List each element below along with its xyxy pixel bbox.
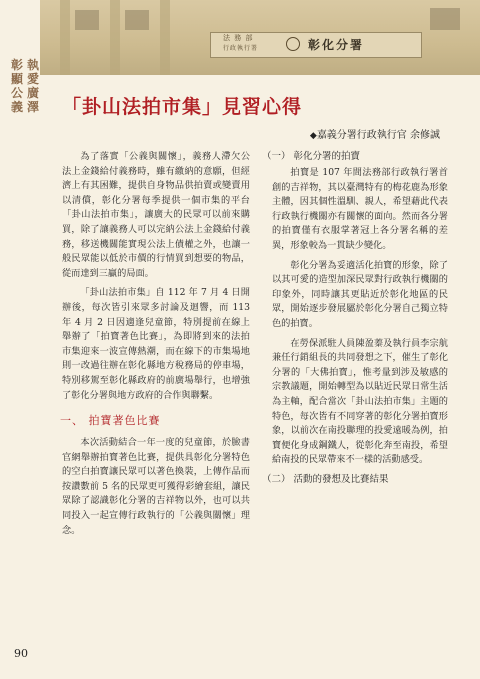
right-column (262, 150, 448, 489)
sign-line2: 行政執行署 (223, 45, 259, 52)
building-window (75, 10, 99, 30)
motto-line2: 執愛廣澤 (26, 58, 39, 114)
sign-main: 彰化分署 (308, 38, 365, 52)
article-title: 「卦山法拍市集」見習心得 (62, 96, 303, 118)
paragraph: 拍寶是 107 年間法務部行政執行署首創的吉祥物，其以臺灣特有的梅花鹿為形象主體，因其個性溫馴、親人，希望藉此代表行政執行機關亦有關懷的面向。然而各分署的拍寶僅有衣服掌著冠上各分署名稱的差異，形象較為一貫缺少變化。 (272, 167, 448, 251)
building-window (430, 8, 460, 30)
pillar (160, 0, 170, 75)
emblem-icon (286, 37, 300, 51)
diamond-icon: ◆ (309, 131, 317, 141)
left-column (62, 150, 250, 543)
building-window (125, 10, 149, 30)
header-building-photo (40, 0, 480, 75)
article-author (310, 126, 440, 141)
paragraph: 在勞保派駐人員陳盈蓁及執行員李宗航兼任行銷組長的共同發想之下，催生了彰化分署的「大佛拍寶」，惟考量到涉及敏感的宗教議題，開始轉型為以貼近民眾日常生活為主軸，配合當次「卦山法拍市集」主題的特色，每次皆有不同穿著的彰化分署拍寶形象，以前次在南投聯理的投愛遠暖為例，拍寶便化身成鋼鐵人，從彰化奔至南投，希望給南投的民眾帶來不一樣的活動感受。 (272, 337, 448, 466)
paragraph: 「卦山法拍市集」自 112 年 7 月 4 日開辦後，每次皆引來眾多討論及迴響，而 113 年 4 月 2 日因適逢兒童節，特別提前在線上舉辦了「拍寶著色比賽」，為即將到來的法拍市集迎來一波宣傳熱潮，而在線下的市集場地則一改過往辦在彰化縣地方稅務局的停車場，特別移駕至彰化縣政府的前廣場舉行，也增強了彰化分署與地方政府的合作與聯繫。 (62, 287, 250, 401)
paragraph: 本次活動結合一年一度的兒童節，於臉書官網舉辦拍寶著色比賽，提供具彰化分署特色的空白拍寶讓民眾可以著色換裝，上傳作品而按讚數前 5 名的民眾更可獲得彩繪套組，讓民眾除了認識彰化分署的吉祥物以外，也可以共同投入一起宣傳行政執行的「公義與關懷」理念。 (62, 437, 250, 536)
pillar (60, 0, 70, 75)
paragraph: 彰化分署為妥適活化拍寶的形象，除了以其可愛的造型加深民眾對行政執行機關的印象外，同時讓其更貼近於彰化地區的民眾，開始逐步發展屬於彰化分署自己獨立特色的拍寶。 (272, 259, 448, 329)
pillar (110, 0, 120, 75)
motto-line1: 彰顯公義 (10, 58, 23, 114)
section-heading: 一、 拍寶著色比賽 (60, 414, 161, 428)
paragraph: 為了落實「公義與關懷」，義務人滯欠公法上金錢給付義務時，雖有繳納的意願，但經濟上有其困難，提供自身物品供拍賣或變賣用以清償，彰化分署每季提供一個市集的平台「卦山法拍市集」，讓廣大的民眾可以前來購買，除了讓義務人可以完納公法上金錢給付義務，移送機關能實現公法上債權之外，也讓一般民眾能以低於市價的行情買到想要的物品，從而達到三贏的局面。 (62, 151, 250, 279)
page-number: 90 (14, 647, 28, 660)
author-name: 嘉義分署行政執行官 余修誠 (316, 130, 440, 141)
subsection-heading: （二） 活動的發想及比賽結果 (262, 473, 389, 485)
sign-line1: 法 務 部 (223, 34, 254, 42)
subsection-heading: （一） 彰化分署的拍寶 (262, 151, 361, 162)
